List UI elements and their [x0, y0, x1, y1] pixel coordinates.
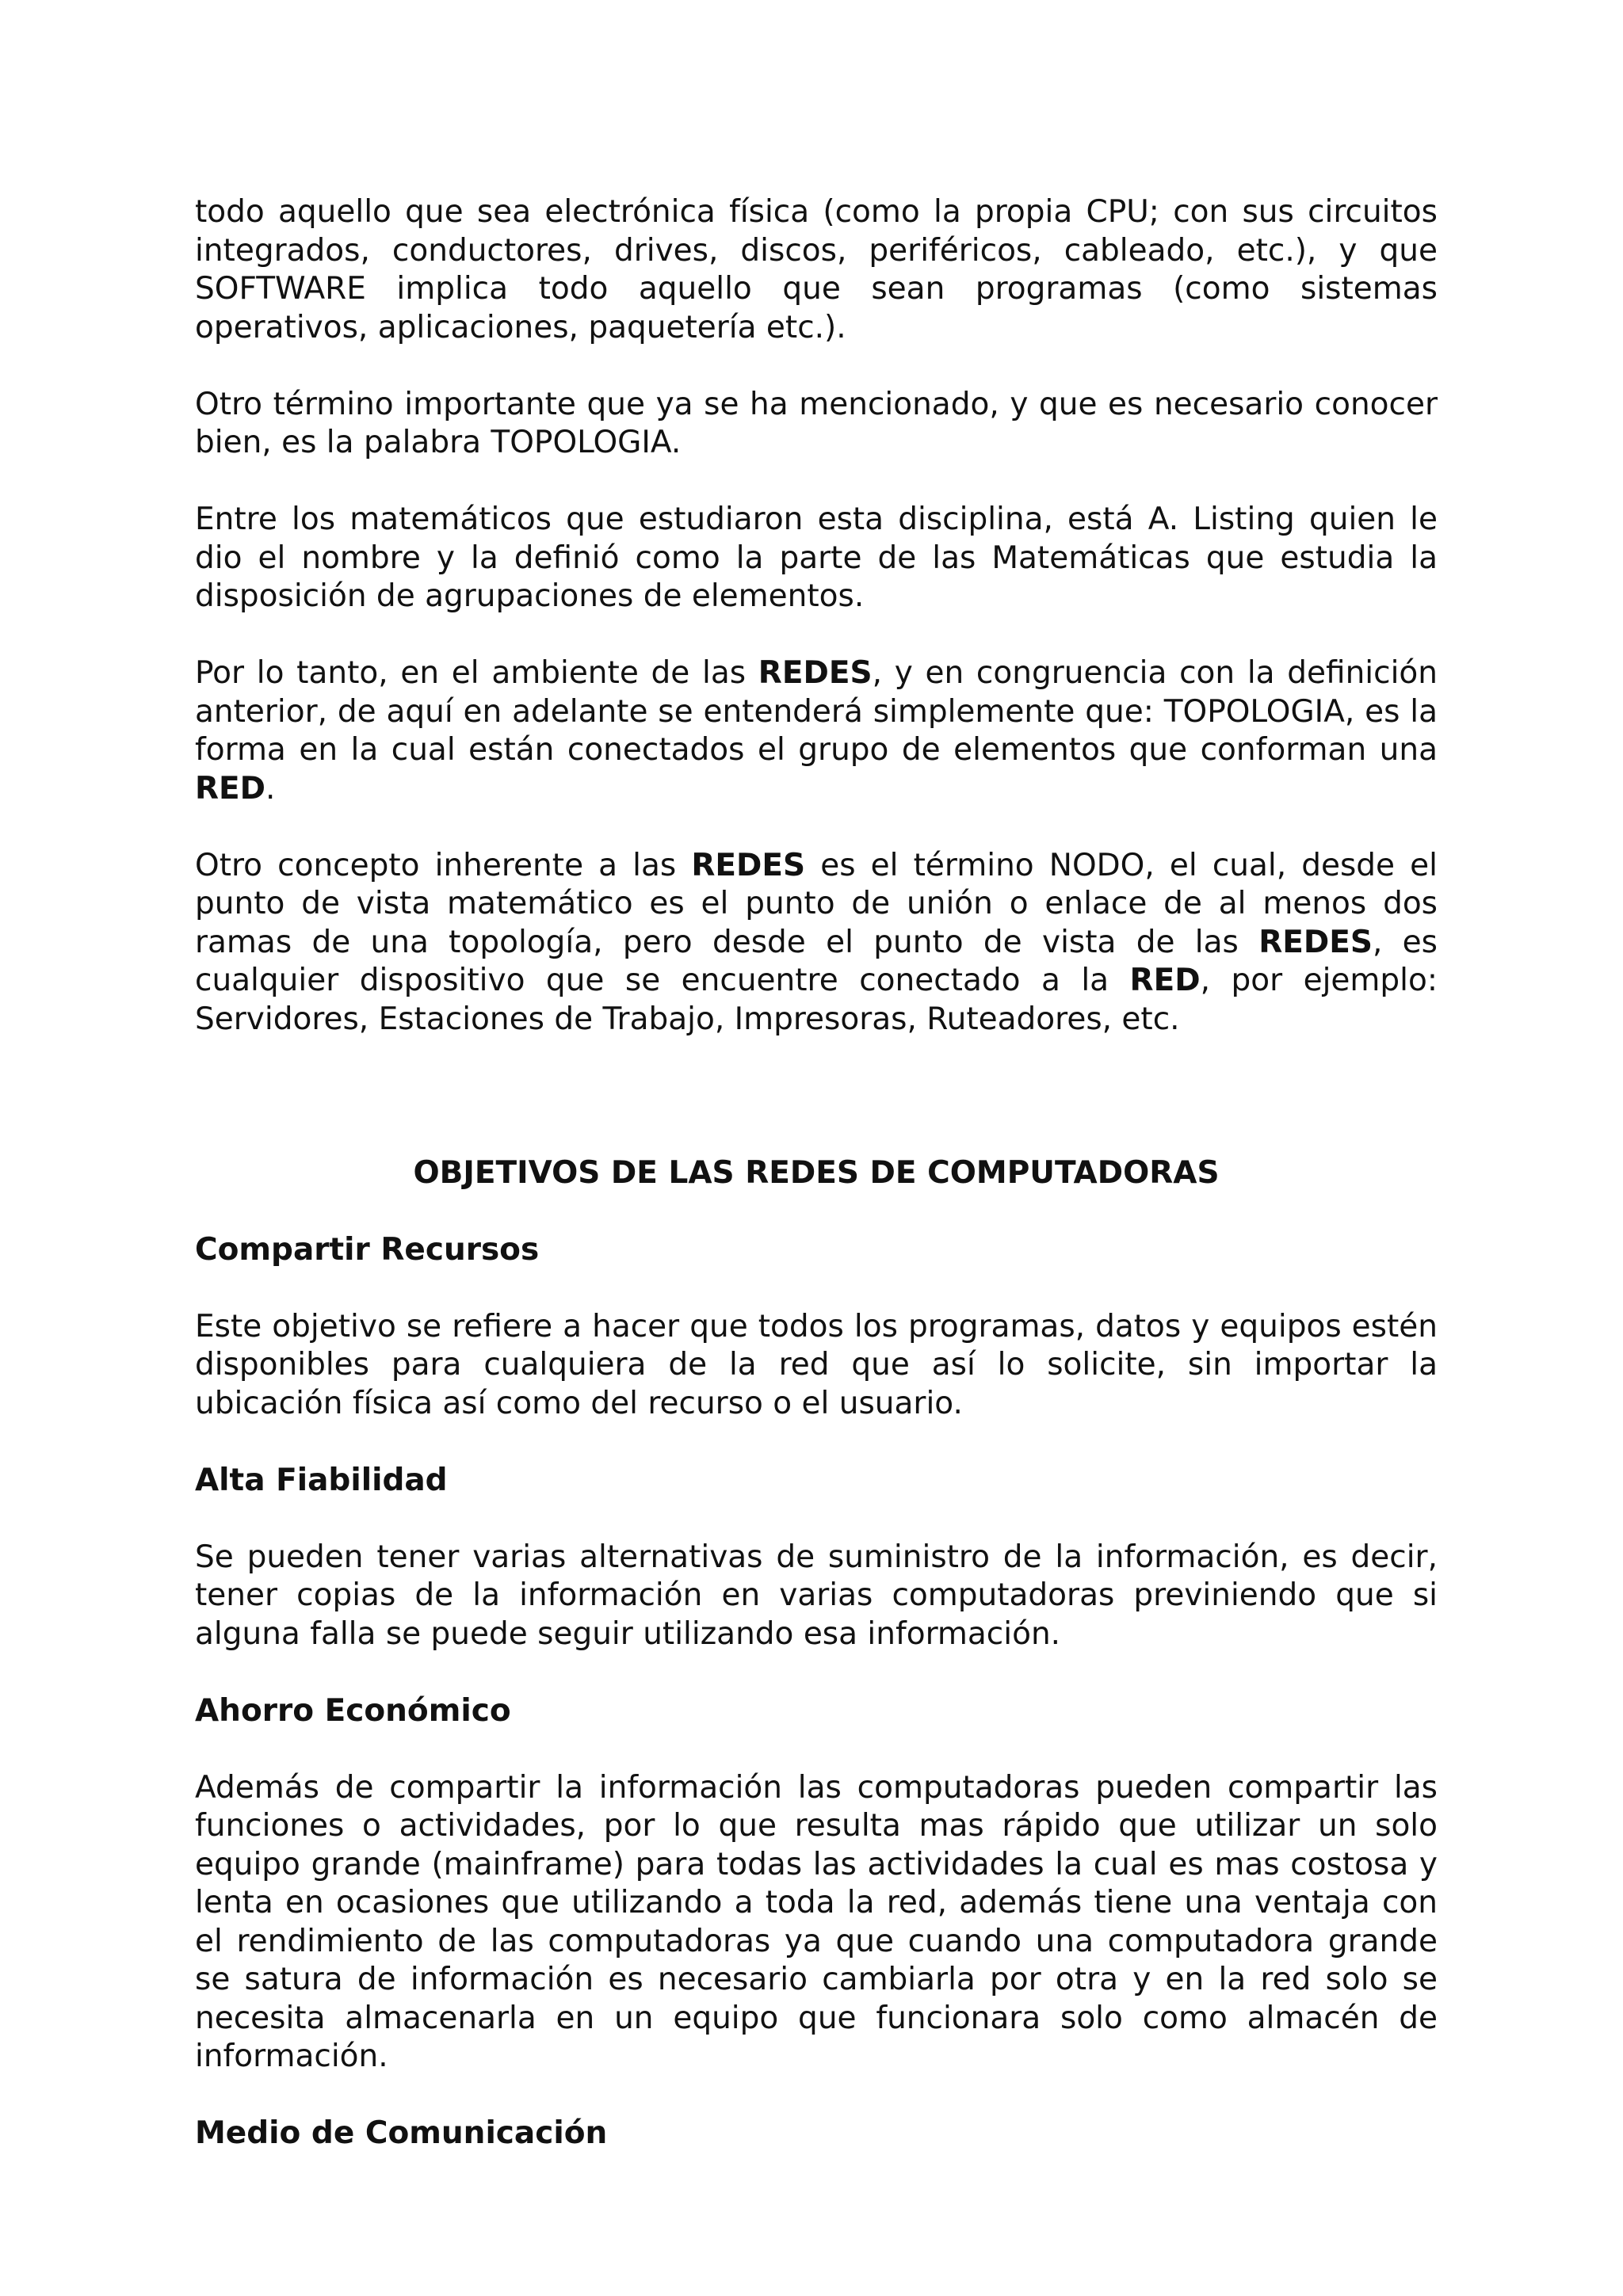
paragraph-compartir-recursos: Este objetivo se refiere a hacer que todos los programas, datos y equipos estén disponibles para cualquiera de la red que así lo solicite, sin importar la ubicación física así como del recurso o el usuario.: [195, 1308, 1438, 1421]
section-title: OBJETIVOS DE LAS REDES DE COMPUTADORAS: [413, 1154, 1220, 1191]
document-page: [195, 193, 1438, 2191]
paragraph-listing: Entre los matemáticos que estudiaron esta disciplina, está A. Listing quien le dio el nombre y la definió como la parte de las Matemáticas que estudia la disposición de agrupaciones de elementos.: [195, 502, 1438, 614]
paragraph-topologia-term: Otro término importante que ya se ha mencionado, y que es necesario conocer bien, es la palabra TOPOLOGIA.: [195, 386, 1438, 460]
section-spacer: [195, 1077, 1438, 1154]
heading-compartir-recursos: Compartir Recursos: [195, 1231, 540, 1268]
paragraph-alta-fiabilidad: Se pueden tener varias alternativas de suministro de la información, es decir, tener copias de la información en varias computadoras previniendo que si alguna falla se puede seguir utilizando esa información.: [195, 1539, 1438, 1652]
heading-medio-comunicacion: Medio de Comunicación: [195, 2115, 608, 2151]
paragraph-hardware-software: todo aquello que sea electrónica física (como la propia CPU; con sus circuitos integrados, conductores, drives, discos, periféricos, cableado, etc.), y que SOFTWARE implica todo aquello que sean programas (como sistemas operativos, aplicaciones, paquetería etc.).: [195, 194, 1438, 345]
heading-ahorro-economico: Ahorro Económico: [195, 1692, 511, 1729]
paragraph-topologia-definition: Por lo tanto, en el ambiente de las REDES, y en congruencia con la definición anterior, de aquí en adelante se entenderá simplemente que: TOPOLOGIA, es la forma en la cual están conectados el grupo de elementos que conforman una RED.: [195, 655, 1438, 807]
heading-alta-fiabilidad: Alta Fiabilidad: [195, 1462, 448, 1498]
paragraph-ahorro-economico: Además de compartir la información las computadoras pueden compartir las funciones o actividades, por lo que resulta mas rápido que utilizar un solo equipo grande (mainframe) para todas las actividades la cual es mas costosa y lenta en ocasiones que utilizando a toda la red, además tiene una ventaja con el rendimiento de las computadoras ya que cuando una computadora grande se satura de información es necesario cambiarla por otra y en la red solo se necesita almacenarla en un equipo que funcionara solo como almacén de información.: [195, 1769, 1438, 2074]
paragraph-nodo: Otro concepto inherente a las REDES es el término NODO, el cual, desde el punto de vista matemático es el punto de unión o enlace de al menos dos ramas de una topología, pero desde el punto de vista de las REDES, es cualquier dispositivo que se encuentre conectado a la RED, por ejemplo: Servidores, Estaciones de Trabajo, Impresoras, Ruteadores, etc.: [195, 847, 1438, 1037]
